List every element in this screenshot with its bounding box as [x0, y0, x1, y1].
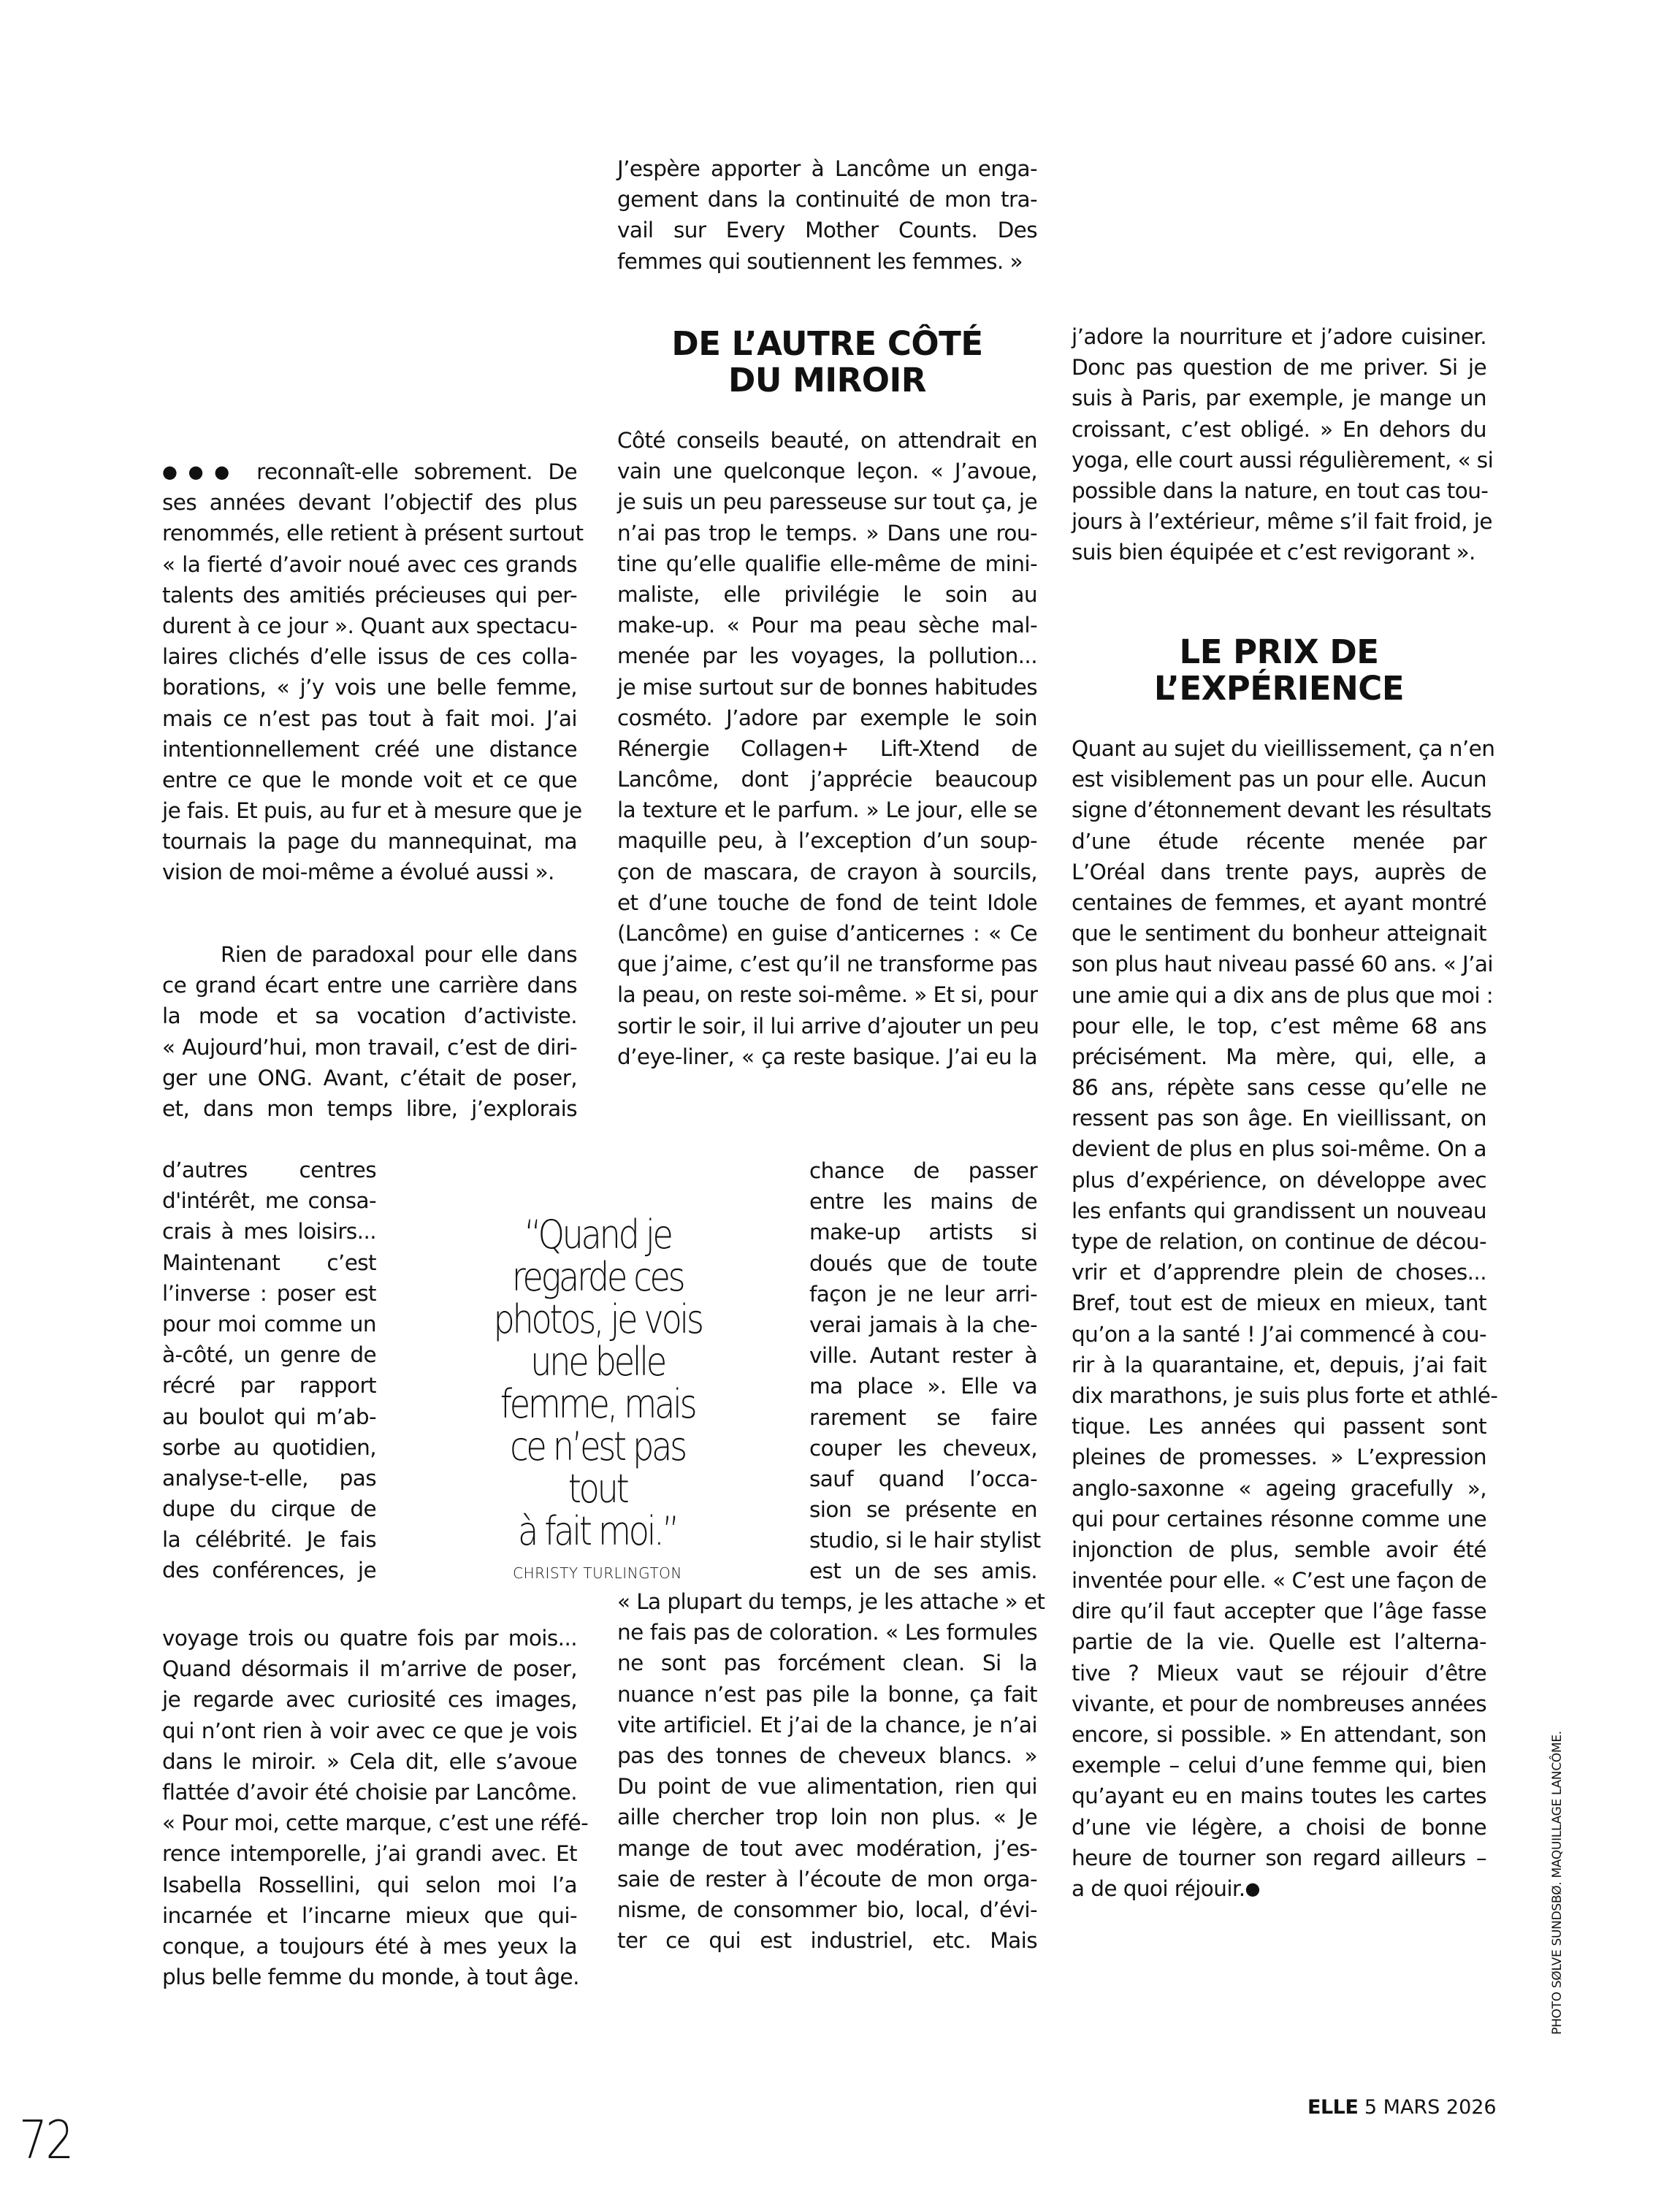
text-line: ne fais pas de coloration. « Les formules: [617, 1620, 1037, 1645]
text-line: çon de mascara, de crayon à sourcils,: [617, 859, 1037, 884]
text-line: injonction de plus, semble avoir été: [1072, 1537, 1486, 1562]
text-line: Isabella Rossellini, qui selon moi l’a: [162, 1872, 577, 1897]
text-line: crais à mes loisirs...: [162, 1219, 376, 1244]
article-continuation-marker: ●●●: [162, 462, 257, 482]
text-line: doués que de toute: [809, 1250, 1037, 1276]
text-line: la célébrité. Je fais: [162, 1527, 376, 1553]
issue-date: 5 MARS 2026: [1364, 2096, 1497, 2119]
text-line: précisément. Ma mère, qui, elle, a: [1072, 1044, 1486, 1069]
text-line: Bref, tout est de mieux en mieux, tant: [1072, 1290, 1486, 1316]
text-line: est visiblement pas un pour elle. Aucun: [1072, 767, 1486, 792]
text-line: plus d’expérience, on développe avec: [1072, 1167, 1486, 1193]
text-line: encore, si possible. » En attendant, son: [1072, 1722, 1486, 1747]
text-line: qui n’ont rien à voir avec ce que je vois: [162, 1718, 577, 1743]
text-line: aille chercher trop loin non plus. « Je: [617, 1805, 1037, 1830]
text-line: laires clichés d’elle issus de ces colla-: [162, 644, 577, 670]
text-line: ●●● reconnaît-elle sobrement. De: [162, 459, 577, 484]
text-line: L’Oréal dans trente pays, auprès de: [1072, 859, 1486, 884]
text-line: plus belle femme du monde, à tout âge.: [162, 1965, 579, 1990]
text-line: Rénergie Collagen+ Lift-Xtend de: [617, 735, 1037, 761]
text-line: inventée pour elle. « C’est une façon de: [1072, 1568, 1486, 1594]
text-line: a de quoi réjouir.●: [1072, 1875, 1260, 1901]
text-line: ressent pas son âge. En vieillissant, on: [1072, 1106, 1486, 1131]
pull-quote-line: regarde ces: [511, 1254, 684, 1300]
text-line: Lancôme, dont j’apprécie beaucoup: [617, 767, 1037, 792]
text-line: et, dans mon temps libre, j’explorais: [162, 1096, 577, 1121]
text-line: je regarde avec curiosité ces images,: [162, 1687, 577, 1713]
text-line: cosméto. J’adore par exemple le soin: [617, 705, 1037, 730]
text-line: à-côté, un genre de: [162, 1342, 376, 1368]
text-line: que le sentiment du bonheur atteignait: [1072, 921, 1486, 947]
col2-narrow-wrap: [809, 1155, 1041, 1587]
text-line: saie de rester à l’écoute de mon orga-: [617, 1866, 1037, 1892]
section-heading-experience: [1072, 634, 1486, 707]
text-line: sion se présente en: [809, 1497, 1037, 1523]
text-line: maquille peu, à l’exception d’un soup-: [617, 828, 1037, 854]
text-line: menée par les voyages, la pollution...: [617, 643, 1037, 669]
heading-line: DE L’AUTRE CÔTÉ: [671, 324, 983, 363]
text-line: Rien de paradoxal pour elle dans: [221, 942, 577, 967]
text-line: d'intérêt, me consa-: [162, 1188, 376, 1214]
text-line: dire qu’il faut accepter que l’âge fasse: [1072, 1599, 1486, 1624]
text-line: d’une vie légère, a choisi de bonne: [1072, 1814, 1486, 1840]
text-line: exemple – celui d’une femme qui, bien: [1072, 1753, 1486, 1778]
text-line: type de relation, on continue de décou-: [1072, 1229, 1486, 1254]
pull-quote-line: photos, je vois: [493, 1296, 702, 1342]
text-line: gement dans la continuité de mon tra-: [617, 187, 1037, 213]
text-line: rir à la quarantaine, et, depuis, j’ai fait: [1072, 1352, 1486, 1377]
text-line: ville. Autant rester à: [809, 1343, 1037, 1369]
text-line: mais ce n’est pas tout à fait moi. J’ai: [162, 706, 577, 731]
text-line: rence intemporelle, j’ai grandi avec. Et: [162, 1841, 577, 1867]
text-line: intentionnellement créé une distance: [162, 736, 577, 762]
text-line: d’une étude récente menée par: [1072, 828, 1486, 854]
text-line: incarnée et l’incarne mieux que qui-: [162, 1903, 577, 1928]
pull-quote-text: [459, 1214, 736, 1553]
text-line: qu’on a la santé ! J’ai commencé à cou-: [1072, 1321, 1486, 1347]
text-line: la peau, on reste soi-même. » Et si, pour: [617, 982, 1038, 1008]
pull-quote-line: ce n’est pas tout: [510, 1423, 685, 1512]
text-line: tive ? Mieux vaut se réjouir d’être: [1072, 1660, 1486, 1686]
text-line: je fais. Et puis, au fur et à mesure que je: [162, 798, 582, 824]
text-line: pas des tonnes de cheveux blancs. »: [617, 1743, 1037, 1768]
text-line: croissant, c’est obligé. » En dehors du: [1072, 416, 1486, 442]
text-line: sorbe au quotidien,: [162, 1434, 376, 1460]
text-line: mange de tout avec modération, j’es-: [617, 1835, 1037, 1861]
col2-paragraph-b: [617, 1586, 1045, 1956]
col2-intro-paragraph: [617, 153, 1037, 277]
text-line: récré par rapport: [162, 1373, 376, 1399]
text-line: qui pour certaines résonne comme une: [1072, 1506, 1486, 1532]
text-line: vrir et d’apprendre plein de choses...: [1072, 1260, 1486, 1285]
pull-quote-line: à fait moi.”: [517, 1508, 677, 1554]
text-line: dans le miroir. » Cela dit, elle s’avoue: [162, 1748, 577, 1774]
text-line: vain une quelconque leçon. « J’avoue,: [617, 459, 1037, 484]
text-line: « Pour moi, cette marque, c’est une réfé-: [162, 1810, 589, 1836]
text-line: au boulot qui m’ab-: [162, 1404, 376, 1429]
text-line: voyage trois ou quatre fois par mois...: [162, 1626, 577, 1651]
text-line: possible dans la nature, en tout cas tou-: [1072, 478, 1489, 503]
text-line: anglo-saxonne « ageing gracefully »,: [1072, 1475, 1486, 1501]
text-line: renommés, elle retient à présent surtout: [162, 521, 584, 546]
pull-quote-line: femme, mais: [500, 1381, 695, 1427]
section-heading-miroir: [617, 326, 1037, 399]
text-line: des conférences, je: [162, 1558, 376, 1583]
text-line: couper les cheveux,: [809, 1435, 1037, 1461]
text-line: n’ai pas trop le temps. » Dans une rou-: [617, 520, 1037, 546]
text-line: est un de ses amis.: [809, 1559, 1037, 1584]
text-line: tournais la page du mannequinat, ma: [162, 829, 577, 854]
text-line: qu’ayant eu en mains toutes les cartes: [1072, 1783, 1486, 1809]
text-line: tique. Les années qui passent sont: [1072, 1414, 1486, 1439]
text-line: durent à ce jour ». Quant aux spectacu-: [162, 613, 577, 638]
heading-line: L’EXPÉRIENCE: [1153, 669, 1405, 708]
text-line: maliste, elle privilégie le soin au: [617, 581, 1037, 607]
heading-line: LE PRIX DE: [1179, 632, 1379, 671]
text-line: la texture et le parfum. » Le jour, elle se: [617, 798, 1037, 823]
text-line: partie de la vie. Quelle est l’alterna-: [1072, 1629, 1486, 1655]
text-line: « la fierté d’avoir noué avec ces grands: [162, 551, 577, 577]
text-line: ger une ONG. Avant, c’était de poser,: [162, 1065, 577, 1090]
text-line: l’inverse : poser est: [162, 1280, 376, 1306]
text-line: talents des amitiés précieuses qui per-: [162, 582, 577, 608]
pull-quote-line: “Quand je: [524, 1212, 671, 1258]
text-line: J’espère apporter à Lancôme un enga-: [617, 156, 1037, 181]
text-line: pleines de promesses. » L’expression: [1072, 1445, 1486, 1470]
text-line: vision de moi-même a évolué aussi ».: [162, 860, 554, 885]
text-line: d’eye-liner, « ça reste basique. J’ai eu la: [617, 1044, 1037, 1069]
pull-quote: [459, 1214, 736, 1582]
text-line: dix marathons, je suis plus forte et athlé-: [1072, 1383, 1498, 1408]
pull-quote-line: une belle: [530, 1339, 665, 1385]
text-line: son plus haut niveau passé 60 ans. « J’ai: [1072, 952, 1493, 977]
text-line: 86 ans, répète sans cesse qu’elle ne: [1072, 1075, 1486, 1101]
photo-credit: PHOTO SØLVE SUNDSBØ. MAQUILLAGE LANCÔME.: [1550, 1731, 1565, 2035]
text-line: femmes qui soutiennent les femmes. »: [617, 248, 1023, 274]
text-line: Donc pas question de me priver. Si je: [1072, 355, 1486, 381]
text-line: ce grand écart entre une carrière dans: [162, 973, 577, 998]
text-line: rarement se faire: [809, 1404, 1037, 1430]
text-line: je mise surtout sur de bonnes habitudes: [617, 674, 1037, 700]
text-line: vail sur Every Mother Counts. Des: [617, 218, 1037, 243]
text-line: et d’une touche de fond de teint Idole: [617, 890, 1037, 915]
text-line: sortir le soir, il lui arrive d’ajouter un peu: [617, 1013, 1039, 1039]
col1-paragraph-c: [162, 1623, 589, 1992]
text-line: devient de plus en plus soi-même. On a: [1072, 1136, 1486, 1162]
text-line: les enfants qui grandissent un nouveau: [1072, 1198, 1486, 1223]
text-line: centaines de femmes, et ayant montré: [1072, 890, 1486, 915]
text-line: Maintenant c’est: [162, 1250, 376, 1275]
text-line: ses années devant l’objectif des plus: [162, 490, 577, 516]
text-line: heure de tourner son regard ailleurs –: [1072, 1845, 1486, 1870]
text-line: Côté conseils beauté, on attendrait en: [617, 428, 1037, 453]
text-line: façon je ne leur arri-: [809, 1281, 1037, 1307]
col1-narrow-wrap: [162, 1155, 376, 1586]
text-line: je suis un peu paresseuse sur tout ça, je: [617, 489, 1037, 515]
heading-line: DU MIROIR: [728, 361, 926, 399]
text-line: Du point de vue alimentation, rien qui: [617, 1774, 1037, 1800]
text-line: conque, a toujours été à mes yeux la: [162, 1933, 577, 1959]
text-line: Quant au sujet du vieillissement, ça n’en: [1072, 736, 1495, 761]
text-line: verai jamais à la che-: [809, 1312, 1037, 1337]
text-line: pour elle, le top, c’est même 68 ans: [1072, 1013, 1486, 1039]
text-line: une amie qui a dix ans de plus que moi :: [1072, 982, 1494, 1008]
text-line: vite artificiel. Et j’ai de la chance, je n’ai: [617, 1712, 1037, 1737]
text-line: borations, « j’y vois une belle femme,: [162, 675, 577, 700]
text-line: yoga, elle court aussi régulièrement, « si: [1072, 447, 1494, 473]
text-line: que j’aime, c’est qu’il ne transforme pas: [617, 952, 1037, 977]
text-line: make-up artists si: [809, 1220, 1037, 1245]
text-line: sauf quand l’occa-: [809, 1466, 1037, 1491]
text-line: dupe du cirque de: [162, 1496, 376, 1522]
page-number: 72: [19, 2109, 72, 2171]
col2-paragraph-a: [617, 425, 1037, 1072]
text-line: jours à l’extérieur, même s’il fait froid, je: [1072, 509, 1492, 535]
text-line: vivante, et pour de nombreuses années: [1072, 1691, 1486, 1716]
text-line: suis à Paris, par exemple, je mange un: [1072, 386, 1486, 411]
col1-paragraph-a: [162, 456, 584, 888]
text-line: Quand désormais il m’arrive de poser,: [162, 1656, 577, 1682]
pull-quote-attribution: CHRISTY TURLINGTON: [513, 1564, 682, 1582]
text-line: ne sont pas forcément clean. Si la: [617, 1651, 1037, 1676]
text-line: signe d’étonnement devant les résultats: [1072, 798, 1492, 823]
text-line: ma place ». Elle va: [809, 1374, 1037, 1399]
text-line: suis bien équipée et c’est revigorant ».: [1072, 540, 1475, 565]
text-line: entre les mains de: [809, 1189, 1037, 1215]
text-line: nisme, de consommer bio, local, d’évi-: [617, 1897, 1037, 1922]
text-line: « La plupart du temps, je les attache » et: [617, 1589, 1045, 1614]
text-line: analyse-t-elle, pas: [162, 1465, 376, 1491]
col1-paragraph-b: [162, 939, 577, 1124]
text-line: flattée d’avoir été choisie par Lancôme.: [162, 1779, 577, 1805]
text-line: nuance n’est pas pile la bonne, ça fait: [617, 1681, 1037, 1707]
text-line: j’adore la nourriture et j’adore cuisiner.: [1072, 324, 1486, 349]
text-line: tine qu’elle qualifie elle-même de mini-: [617, 551, 1037, 576]
text-line: « Aujourd’hui, mon travail, c’est de diri-: [162, 1034, 577, 1060]
text-line: pour moi comme un: [162, 1311, 376, 1337]
col3-paragraph-a: [1072, 321, 1494, 568]
text-line: make-up. « Pour ma peau sèche mal-: [617, 613, 1037, 638]
text-line: entre ce que le monde voit et ce que: [162, 767, 577, 792]
text-line: la mode et sa vocation d’activiste.: [162, 1003, 577, 1029]
page-footer: [1307, 2096, 1497, 2119]
text-line: chance de passer: [809, 1158, 1037, 1183]
col3-paragraph-b: [1072, 733, 1498, 1904]
text-line: studio, si le hair stylist: [809, 1528, 1041, 1553]
text-line: ter ce qui est industriel, etc. Mais: [617, 1928, 1037, 1954]
text-line: (Lancôme) en guise d’anticernes : « Ce: [617, 921, 1037, 946]
text-line: d’autres centres: [162, 1158, 376, 1182]
article-end-marker: ●: [1245, 1878, 1260, 1899]
magazine-brand: ELLE: [1307, 2096, 1359, 2119]
